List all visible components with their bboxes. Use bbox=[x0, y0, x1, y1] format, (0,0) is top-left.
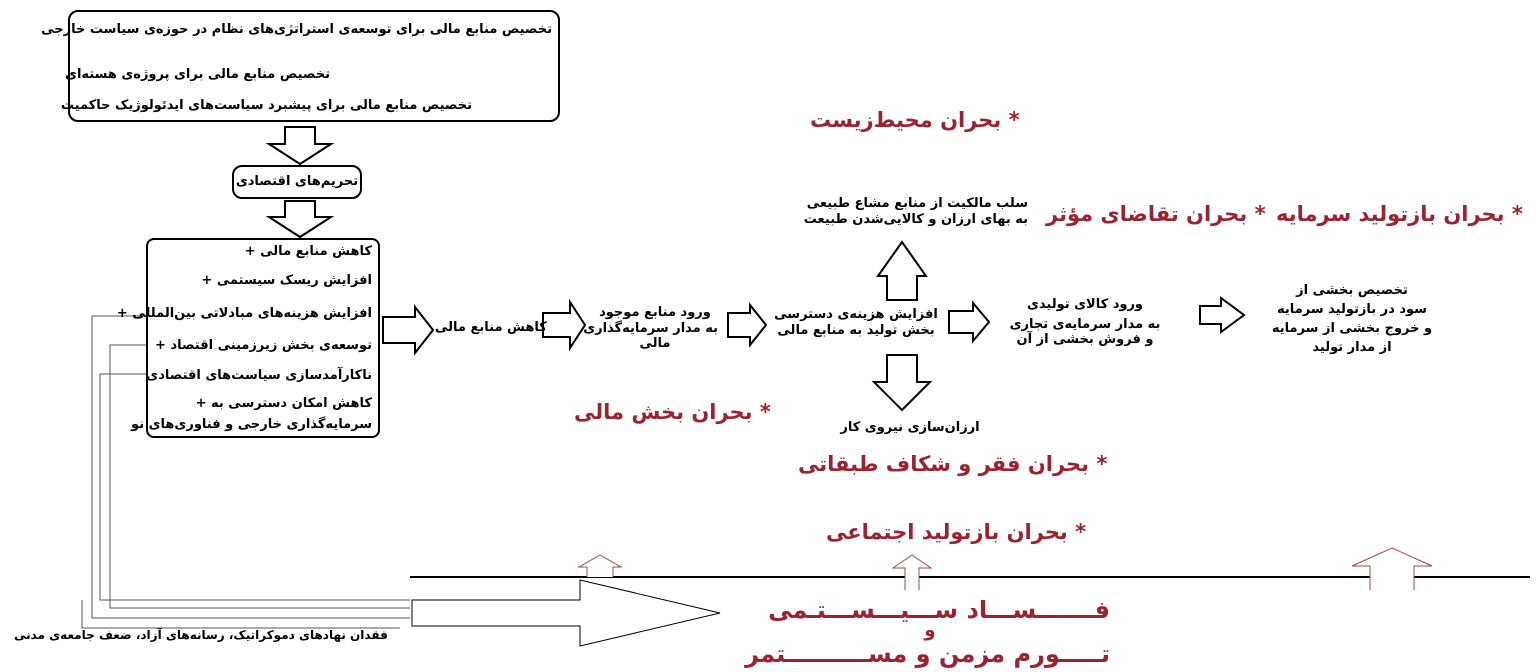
effect-line-3: افزایش هزینه‌های مبادلاتی بین‌المللی + bbox=[116, 306, 372, 321]
up-arrow-branch bbox=[878, 242, 926, 300]
down-arrow-branch bbox=[874, 355, 930, 410]
environment-branch-text bbox=[803, 196, 1028, 227]
allocation-line-2: تخصیص منابع مالی برای پروژه‌ی هسته‌ای bbox=[65, 67, 330, 82]
crisis-environment: * بحران محیط‌زیست bbox=[810, 108, 1020, 132]
flow-step-2-line-2: به مدار سرمایه‌گذاری bbox=[583, 320, 718, 336]
effect-line-4: توسعه‌ی بخش زیرزمینی اقتصاد + bbox=[155, 338, 372, 353]
effect-line-6: کاهش امکان دسترسی به + bbox=[195, 396, 372, 411]
right-arrow-3 bbox=[728, 305, 766, 345]
civil-society-weakness: فقدان نهادهای دموکراتیک، رسانه‌های آزاد، ضعف جامعه‌ی مدنی bbox=[14, 628, 388, 642]
environment-branch-line-1: سلب مالکیت از منابع مشاع طبیعی bbox=[806, 196, 1028, 211]
crisis-social-reproduction: * بحران بازتولید اجتماعی bbox=[826, 520, 1087, 544]
down-arrow-2 bbox=[269, 201, 331, 237]
sanctions-effects-box bbox=[116, 238, 380, 438]
foreign-policy-allocation-box bbox=[41, 10, 560, 122]
right-arrow-4 bbox=[949, 303, 989, 341]
right-arrow-5 bbox=[1200, 298, 1244, 332]
right-arrow-1 bbox=[383, 307, 433, 353]
flow-step-5-line-1: تخصیص بخشی از bbox=[1296, 283, 1408, 298]
allocation-line-1: تخصیص منابع مالی برای توسعه‌ی استراتژی‌های نظام در حوزه‌ی سیاست خارجی bbox=[41, 22, 552, 37]
flow-step-3 bbox=[770, 307, 942, 338]
systemic-corruption: فـــــــســـاد ســـیـــســـتـمی bbox=[768, 596, 1110, 624]
right-arrow-2 bbox=[543, 302, 585, 348]
chronic-inflation: تـــــورم مزمن و مســــــــــتمر bbox=[745, 640, 1110, 668]
crisis-poverty-class-gap: * بحران فقر و شکاف طبقاتی bbox=[798, 452, 1108, 476]
allocation-line-3: تخصیص منابع مالی برای پیشبرد سیاست‌های ایدئولوژیک حاکمیت bbox=[60, 98, 472, 113]
thin-up-arrow-2 bbox=[893, 555, 931, 590]
flow-step-5-line-3: و خروج بخشی از سرمایه bbox=[1271, 320, 1433, 336]
flow-step-2-line-1: ورود منابع موجود bbox=[599, 305, 711, 320]
effect-line-1: کاهش منابع مالی + bbox=[244, 244, 372, 259]
crisis-financial-sector: * بحران بخش مالی bbox=[574, 400, 771, 424]
thin-up-arrow-3 bbox=[1352, 548, 1432, 590]
flow-step-3-line-2: بخش تولید به منابع مالی bbox=[777, 322, 935, 338]
and-connector: و bbox=[924, 620, 936, 641]
flow-step-4-line-1: ورود کالای تولیدی bbox=[1026, 297, 1144, 312]
down-arrow-1 bbox=[269, 127, 331, 164]
sanctions-box bbox=[232, 165, 362, 199]
thin-up-arrow-1 bbox=[579, 555, 621, 577]
environment-branch-line-2: به بهای ارزان و کالایی‌شدن طبیعت bbox=[803, 211, 1028, 227]
crisis-effective-demand: * بحران تقاضای مؤثر bbox=[1046, 202, 1266, 226]
effect-line-2: افزایش ریسک سیستمی + bbox=[201, 273, 372, 288]
labor-branch-text: ارزان‌سازی نیروی کار bbox=[840, 420, 980, 435]
effect-line-5: ناکارآمدسازی سیاست‌های اقتصادی bbox=[146, 368, 372, 383]
flow-step-2 bbox=[583, 305, 718, 352]
flow-step-1: کاهش منابع مالی bbox=[435, 320, 547, 335]
feedback-line-4 bbox=[82, 600, 400, 628]
flow-step-5-line-2: سود در بازتولید سرمایه bbox=[1277, 301, 1427, 317]
flow-step-4-line-3: و فروش بخشی از آن bbox=[1016, 332, 1154, 348]
flow-step-5 bbox=[1262, 282, 1442, 357]
flow-step-2-line-3: مالی bbox=[639, 336, 671, 352]
flow-step-5-line-4: از مدار تولید bbox=[1312, 339, 1392, 355]
effect-line-7: سرمایه‌گذاری خارجی و فناوری‌های نو bbox=[131, 417, 372, 432]
flow-step-4 bbox=[1000, 297, 1170, 348]
crisis-capital-reproduction: * بحران بازتولید سرمایه bbox=[1276, 202, 1523, 226]
big-right-arrow bbox=[412, 580, 720, 646]
flow-step-4-line-2: به مدار سرمایه‌ی تجاری bbox=[1009, 316, 1161, 332]
sanctions-label: تحریم‌های اقتصادی bbox=[235, 174, 359, 189]
flow-step-3-line-1: افزایش هزینه‌ی دسترسی bbox=[774, 307, 938, 322]
